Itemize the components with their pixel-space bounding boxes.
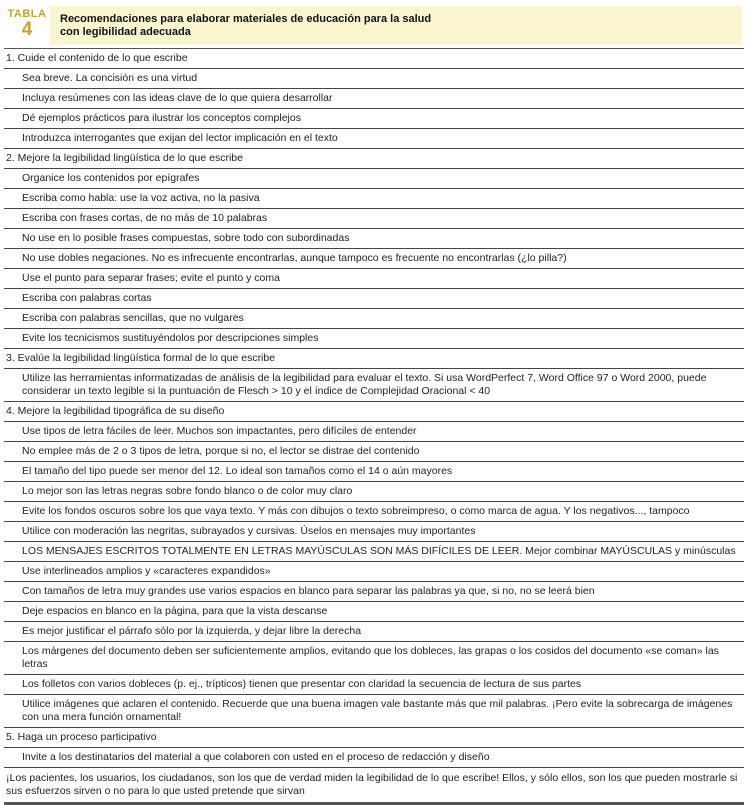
section-heading: 1. Cuide el contenido de lo que escribe xyxy=(4,49,744,69)
recommendation-row: Invite a los destinatarios del material a que colaboren con usted en el proceso de redacción y diseño xyxy=(4,748,744,768)
table-title-bar xyxy=(50,6,742,45)
recommendation-row: Los márgenes del documento deben ser suficientemente amplios, evitando que los dobleces, las grapas o los cosidos del documento «se coman» las letras xyxy=(4,642,744,675)
recommendation-row: Dé ejemplos prácticos para ilustrar los conceptos complejos xyxy=(4,109,744,129)
recommendation-row: Escriba con frases cortas, de no más de 10 palabras xyxy=(4,209,744,229)
section-heading: 5. Haga un proceso participativo xyxy=(4,728,744,748)
recommendation-row: Escriba con palabras sencillas, que no vulgares xyxy=(4,309,744,329)
section-heading: 2. Mejore la legibilidad lingüística de lo que escribe xyxy=(4,149,744,169)
table-header xyxy=(4,6,742,45)
recommendation-row: Utilice con moderación las negritas, subrayados y cursivas. Úselos en mensajes muy importantes xyxy=(4,522,744,542)
recommendation-row: Use tipos de letra fáciles de leer. Muchos son impactantes, pero difíciles de entender xyxy=(4,422,744,442)
section-heading: 3. Evalúe la legibilidad lingüística formal de lo que escribe xyxy=(4,349,744,369)
recommendation-row: Lo mejor son las letras negras sobre fondo blanco o de color muy claro xyxy=(4,482,744,502)
table-title-line-2: con legibilidad adecuada xyxy=(60,25,191,38)
recommendation-row: Use el punto para separar frases; evite el punto y coma xyxy=(4,269,744,289)
recommendation-row: Evite los tecnicismos sustituyéndolos por descripciones simples xyxy=(4,329,744,349)
recommendation-row: Utilice imágenes que aclaren el contenido. Recuerde que una buena imagen vale bastante más que mil palabras. ¡Pero evite la sobrecarga de imágenes con una mera función ornamental! xyxy=(4,695,744,728)
table-label: TABLA xyxy=(7,8,47,20)
recommendation-row: Utilize las herramientas informatizadas de análisis de la legibilidad para evaluar el texto. Si usa WordPerfect 7, Word Office 97 o Word 2000, puede considerar un texto legible si la puntuación de Flesch > 10 y el índice de Complejidad Oracional < 40 xyxy=(4,369,744,402)
recommendations-table xyxy=(4,48,744,805)
recommendation-row: Use interlineados amplios y «caracteres expandidos» xyxy=(4,562,744,582)
recommendation-row: Sea breve. La concisión es una virtud xyxy=(4,69,744,89)
recommendation-row: Escriba como habla: use la voz activa, no la pasiva xyxy=(4,189,744,209)
table-title-line-1: Recomendaciones para elaborar materiales de educación para la salud xyxy=(60,12,432,25)
recommendation-row: Incluya resúmenes con las ideas clave de lo que quiera desarrollar xyxy=(4,89,744,109)
recommendation-row: Los folletos con varios dobleces (p. ej., trípticos) tienen que presentar con claridad la secuencia de lectura de sus partes xyxy=(4,675,744,695)
recommendation-row: LOS MENSAJES ESCRITOS TOTALMENTE EN LETRAS MAYÚSCULAS SON MÁS DIFÍCILES DE LEER. Mejor combinar MAYÚSCULAS y minúsculas xyxy=(4,542,744,562)
recommendation-row: Escriba con palabras cortas xyxy=(4,289,744,309)
recommendation-row: No emplee más de 2 o 3 tipos de letra, porque si no, el lector se distrae del contenido xyxy=(4,442,744,462)
recommendation-row: Introduzca interrogantes que exijan del lector implicación en el texto xyxy=(4,129,744,149)
recommendation-row: El tamaño del tipo puede ser menor del 12. Lo ideal son tamaños como el 14 o aún mayores xyxy=(4,462,744,482)
recommendation-row: Organice los contenidos por epígrafes xyxy=(4,169,744,189)
recommendation-row: Evite los fondos oscuros sobre los que vaya texto. Y más con dibujos o texto sobreimpreso, o como marca de agua. Y los negativos..., tampoco xyxy=(4,502,744,522)
section-heading: 4. Mejore la legibilidad tipográfica de su diseño xyxy=(4,402,744,422)
table-number: 4 xyxy=(21,19,33,40)
footnote: ¡Los pacientes, los usuarios, los ciudadanos, son los que de verdad miden la legibilidad de lo que escribe! Ellos, y sólo ellos, son los que pueden mostrarle si sus esfuerzos sirven o no para lo que usted pretende que sirvan xyxy=(4,768,744,805)
table-title xyxy=(60,13,431,39)
recommendation-row: Deje espacios en blanco en la página, para que la vista descanse xyxy=(4,602,744,622)
recommendation-row: No use dobles negaciones. No es infrecuente encontrarlas, aunque tampoco es frecuente no encontrarlas (¿lo pilla?) xyxy=(4,249,744,269)
table-label-box xyxy=(4,6,50,45)
recommendation-row: Es mejor justificar el párrafo sólo por la izquierda, y dejar libre la derecha xyxy=(4,622,744,642)
recommendation-row: Con tamaños de letra muy grandes use varios espacios en blanco para separar las palabras ya que, si no, no se leerá bien xyxy=(4,582,744,602)
recommendation-row: No use en lo posible frases compuestas, sobre todo con subordinadas xyxy=(4,229,744,249)
